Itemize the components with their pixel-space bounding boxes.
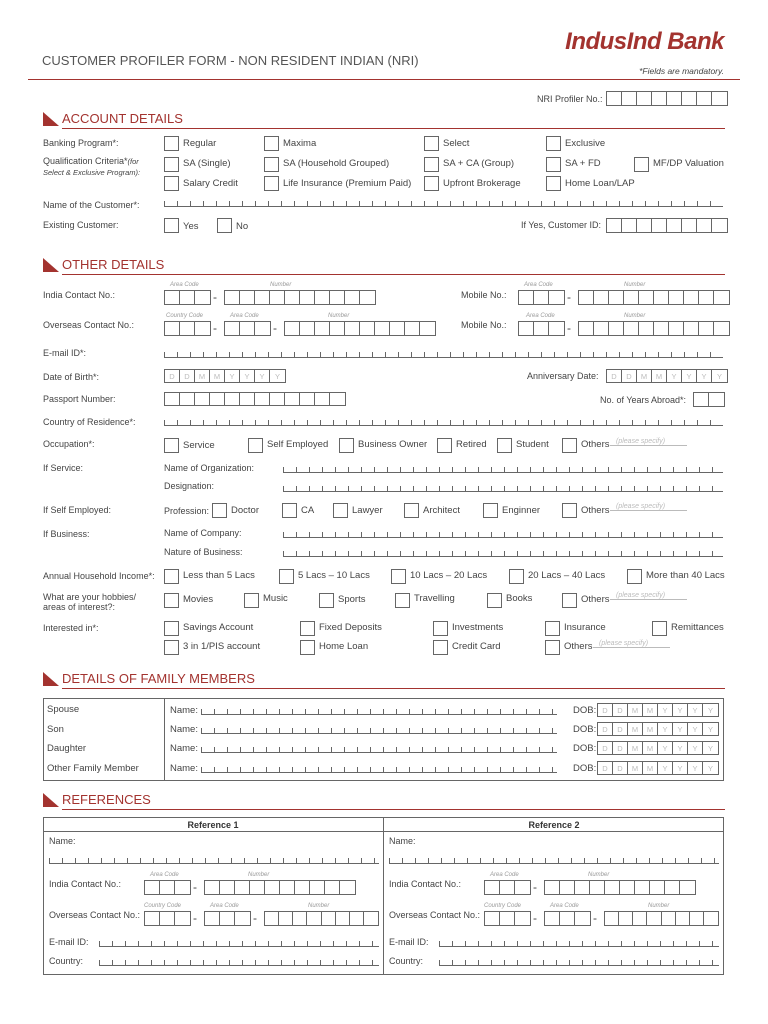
india-contact-label: India Contact No.:: [43, 290, 116, 300]
checkbox-self-employed[interactable]: [248, 438, 263, 453]
ref2-overseas-area-input[interactable]: [544, 911, 591, 926]
section-account-details: ACCOUNT DETAILS: [43, 111, 183, 126]
checkbox-savings-account[interactable]: [164, 621, 179, 636]
checkbox-doctor[interactable]: [212, 503, 227, 518]
family-name-label: Name:: [170, 724, 198, 735]
option-label: SA + CA (Group): [443, 158, 515, 169]
option-label: Select: [443, 138, 470, 149]
option-label: More than 40 Lacs: [646, 570, 725, 581]
checkbox-3in1-pis[interactable]: [164, 640, 179, 655]
option-label: Others: [581, 439, 610, 450]
son-name-input[interactable]: [201, 722, 557, 734]
ref1-overseas-area-input[interactable]: [204, 911, 251, 926]
family-member-label: Son: [47, 724, 64, 735]
option-label: Home Loan/LAP: [565, 178, 635, 189]
option-label: Others: [581, 505, 610, 516]
number-hint: Number: [328, 313, 350, 319]
option-label: Others: [581, 594, 610, 605]
option-label: Architect: [423, 505, 460, 516]
number-hint: Number: [270, 282, 292, 288]
ref2-india-contact-label: India Contact No.:: [389, 879, 462, 889]
family-member-label: Daughter: [47, 743, 87, 754]
option-label: Less than 5 Lacs: [183, 570, 255, 581]
occupation-label: Occupation*:: [43, 439, 95, 449]
family-member-label: Spouse: [47, 704, 80, 715]
mobile-label: Mobile No.:: [461, 290, 507, 300]
area-code-hint: Area Code: [550, 903, 579, 909]
option-label: Exclusive: [565, 138, 606, 149]
checkbox-retired[interactable]: [437, 438, 452, 453]
option-label: Investments: [452, 622, 504, 633]
checkbox-yes[interactable]: [164, 218, 179, 233]
country-residence-label: Country of Residence*:: [43, 417, 136, 427]
ref1-email-input[interactable]: [99, 935, 379, 947]
option-label: Credit Card: [452, 641, 501, 652]
family-table-divider: [164, 698, 165, 781]
checkbox-books[interactable]: [487, 593, 502, 608]
checkbox-remittances[interactable]: [652, 621, 667, 636]
overseas-contact-label: Overseas Contact No.:: [43, 320, 135, 330]
banking-program-label: Banking Program*:: [43, 138, 119, 148]
org-name-label: Name of Organization:: [164, 463, 255, 473]
checkbox-credit-card[interactable]: [433, 640, 448, 655]
option-label: Life Insurance (Premium Paid): [283, 178, 412, 189]
option-label: SA (Single): [183, 158, 231, 169]
option-label: Music: [263, 593, 288, 604]
checkbox-movies[interactable]: [164, 593, 179, 608]
checkbox-income-lt5[interactable]: [164, 569, 179, 584]
nature-business-label: Nature of Business:: [164, 547, 243, 557]
option-label: Retired: [456, 439, 487, 450]
area-code-hint: Area Code: [524, 282, 553, 288]
checkbox-music[interactable]: [244, 593, 259, 608]
if-business-label: If Business:: [43, 529, 90, 539]
ref1-india-contact-label: India Contact No.:: [49, 879, 122, 889]
dash: -: [253, 911, 257, 925]
designation-label: Designation:: [164, 481, 215, 491]
please-specify-field[interactable]: (please specify): [610, 503, 687, 511]
checkbox-fixed-deposits[interactable]: [300, 621, 315, 636]
header-divider: [28, 79, 740, 80]
other-member-name-input[interactable]: [201, 761, 557, 773]
option-label: Savings Account: [183, 622, 254, 633]
nri-profiler-label: NRI Profiler No.:: [537, 94, 603, 104]
country-residence-input[interactable]: [164, 414, 723, 426]
option-label: SA + FD: [565, 158, 601, 169]
ref2-overseas-contact-label: Overseas Contact No.:: [389, 910, 481, 920]
ref1-name-label: Name:: [49, 836, 76, 846]
form-title: CUSTOMER PROFILER FORM - NON RESIDENT INDIAN (NRI): [42, 53, 419, 68]
ref1-overseas-country-input[interactable]: [144, 911, 191, 926]
customer-name-input[interactable]: [164, 195, 723, 207]
area-code-hint: Area Code: [230, 313, 259, 319]
email-label: E-mail ID*:: [43, 348, 87, 358]
option-label: SA (Household Grouped): [283, 158, 390, 169]
company-name-input[interactable]: [283, 526, 723, 538]
ref1-country-label: Country:: [49, 956, 84, 966]
reference-2-header: Reference 2: [528, 820, 580, 830]
ref2-overseas-country-input[interactable]: [484, 911, 531, 926]
area-code-hint: Area Code: [170, 282, 199, 288]
existing-customer-label: Existing Customer:: [43, 220, 119, 230]
ref2-name-label: Name:: [389, 836, 416, 846]
option-label: Others: [564, 641, 593, 652]
spouse-name-input[interactable]: [201, 703, 557, 715]
please-specify-field[interactable]: (please specify): [610, 592, 687, 600]
option-label: No: [236, 221, 249, 232]
section-family-details: DETAILS OF FAMILY MEMBERS: [43, 671, 255, 686]
option-label: Remittances: [671, 622, 724, 633]
checkbox-income-5-10[interactable]: [279, 569, 294, 584]
checkbox-sa-fd[interactable]: [546, 157, 561, 172]
checkbox-sa-household[interactable]: [264, 157, 279, 172]
ref2-india-number-input[interactable]: [544, 880, 696, 895]
number-hint: Number: [624, 282, 646, 288]
please-specify-field[interactable]: (please specify): [593, 640, 670, 648]
years-abroad-input[interactable]: [693, 392, 725, 407]
reference-1-header: Reference 1: [187, 820, 239, 830]
section-other-details: OTHER DETAILS: [43, 257, 164, 272]
checkbox-student[interactable]: [497, 438, 512, 453]
checkbox-home-loan-lap[interactable]: [546, 176, 561, 191]
spouse-dob-input[interactable]: D D M M Y Y Y Y: [597, 703, 719, 717]
dash: -: [193, 880, 197, 894]
dash: -: [533, 911, 537, 925]
mandatory-note: *Fields are mandatory.: [639, 66, 724, 76]
option-label: Lawyer: [352, 505, 383, 516]
option-label: CA: [301, 505, 315, 516]
qualification-label: Qualification Criteria*(for: [43, 156, 139, 166]
option-label: 3 in 1/PIS account: [183, 641, 261, 652]
nature-business-input[interactable]: [283, 545, 723, 557]
passport-label: Passport Number:: [43, 394, 116, 404]
country-code-hint: Country Code: [484, 903, 522, 909]
dash: -: [533, 880, 537, 894]
bank-logo: IndusInd Bank: [565, 28, 724, 55]
checkbox-business-owner[interactable]: [339, 438, 354, 453]
family-dob-label: DOB:: [573, 705, 597, 716]
checkbox-interest-others[interactable]: [545, 640, 560, 655]
customer-id-input[interactable]: [606, 218, 728, 233]
checkbox-upfront-brokerage[interactable]: [424, 176, 439, 191]
ref1-india-number-input[interactable]: [204, 880, 356, 895]
country-code-hint: Country Code: [166, 313, 204, 319]
passport-input[interactable]: [164, 392, 346, 406]
option-label: Insurance: [564, 622, 606, 633]
ref1-country-input[interactable]: [99, 954, 379, 966]
org-name-input[interactable]: [283, 461, 723, 473]
checkbox-sa-single[interactable]: [164, 157, 179, 172]
checkbox-regular[interactable]: [164, 136, 179, 151]
option-label: Fixed Deposits: [319, 622, 382, 633]
option-label: MF/DP Valuation: [653, 158, 724, 169]
daughter-name-input[interactable]: [201, 741, 557, 753]
checkbox-occupation-others[interactable]: [562, 438, 577, 453]
son-dob-input[interactable]: D D M M Y Y Y Y: [597, 722, 719, 736]
option-label: 5 Lacs – 10 Lacs: [298, 570, 370, 581]
section-divider: [62, 688, 725, 689]
customer-id-label: If Yes, Customer ID:: [521, 220, 602, 230]
mobile-number-input[interactable]: [578, 290, 730, 305]
checkbox-investments[interactable]: [433, 621, 448, 636]
checkbox-travelling[interactable]: [395, 593, 410, 608]
india-area-code-input[interactable]: [164, 290, 211, 305]
ref1-name-input[interactable]: [49, 852, 379, 864]
section-divider: [62, 809, 725, 810]
other-member-dob-input[interactable]: D D M M Y Y Y Y: [597, 761, 719, 775]
customer-name-label: Name of the Customer*:: [43, 200, 140, 210]
ref2-name-input[interactable]: [389, 852, 719, 864]
if-service-label: If Service:: [43, 463, 84, 473]
option-label: Self Employed: [267, 439, 329, 450]
checkbox-life-insurance[interactable]: [264, 176, 279, 191]
option-label: Upfront Brokerage: [443, 178, 521, 189]
profession-label: Profession:: [164, 506, 210, 516]
dash: -: [213, 290, 217, 304]
anniversary-input[interactable]: D D M M Y Y Y Y: [606, 369, 728, 383]
section-divider: [62, 128, 725, 129]
years-abroad-label: No. of Years Abroad*:: [600, 395, 687, 405]
ref2-overseas-number-input[interactable]: [604, 911, 719, 926]
number-hint: Number: [624, 313, 646, 319]
hobbies-label-2: areas of interest?:: [43, 602, 116, 612]
area-code-hint: Area Code: [150, 872, 179, 878]
option-label: Books: [506, 593, 533, 604]
hobbies-label: What are your hobbies/: [43, 592, 137, 602]
checkbox-income-10-20[interactable]: [391, 569, 406, 584]
ref2-email-label: E-mail ID:: [389, 937, 429, 947]
references-col-divider: [383, 817, 384, 975]
dash: -: [193, 911, 197, 925]
dash: -: [567, 290, 571, 304]
ref2-india-area-input[interactable]: [484, 880, 531, 895]
ref1-email-label: E-mail ID:: [49, 937, 89, 947]
option-label: Yes: [183, 221, 199, 232]
nri-profiler-input[interactable]: [606, 91, 728, 106]
family-name-label: Name:: [170, 705, 198, 716]
overseas-number-input[interactable]: [284, 321, 436, 336]
checkbox-ca[interactable]: [282, 503, 297, 518]
checkbox-exclusive[interactable]: [546, 136, 561, 151]
mobile-area-code-input[interactable]: [518, 290, 565, 305]
checkbox-insurance[interactable]: [545, 621, 560, 636]
anniversary-label: Anniversary Date:: [527, 371, 599, 381]
checkbox-sa-ca-group[interactable]: [424, 157, 439, 172]
area-code-hint: Area Code: [526, 313, 555, 319]
option-label: Business Owner: [358, 439, 428, 450]
india-number-input[interactable]: [224, 290, 376, 305]
section-divider: [62, 274, 725, 275]
checkbox-lawyer[interactable]: [333, 503, 348, 518]
family-dob-label: DOB:: [573, 724, 597, 735]
checkbox-hobby-others[interactable]: [562, 593, 577, 608]
area-code-hint: Area Code: [210, 903, 239, 909]
option-label: Maxima: [283, 138, 317, 149]
number-hint: Number: [308, 903, 330, 909]
checkbox-select[interactable]: [424, 136, 439, 151]
number-hint: Number: [588, 872, 610, 878]
overseas-mobile-number-input[interactable]: [578, 321, 730, 336]
ref2-country-label: Country:: [389, 956, 424, 966]
option-label: Regular: [183, 138, 217, 149]
option-label: 20 Lacs – 40 Lacs: [528, 570, 606, 581]
dash: -: [213, 321, 217, 335]
family-dob-label: DOB:: [573, 763, 597, 774]
option-label: Sports: [338, 594, 366, 605]
dash: -: [273, 321, 277, 335]
option-label: Doctor: [231, 505, 259, 516]
option-label: Home Loan: [319, 641, 369, 652]
designation-input[interactable]: [283, 480, 723, 492]
dash: -: [593, 911, 597, 925]
checkbox-home-loan[interactable]: [300, 640, 315, 655]
dob-input[interactable]: D D M M Y Y Y Y: [164, 369, 286, 383]
income-label: Annual Household Income*:: [43, 571, 155, 581]
country-code-hint: Country Code: [144, 903, 182, 909]
checkbox-engineer[interactable]: [483, 503, 498, 518]
overseas-mobile-area-code-input[interactable]: [518, 321, 565, 336]
overseas-area-code-input[interactable]: [224, 321, 271, 336]
overseas-country-code-input[interactable]: [164, 321, 211, 336]
section-references: REFERENCES: [43, 792, 151, 807]
option-label: Service: [183, 440, 215, 451]
daughter-dob-input[interactable]: D D M M Y Y Y Y: [597, 741, 719, 755]
option-label: 10 Lacs – 20 Lacs: [410, 570, 488, 581]
checkbox-salary-credit[interactable]: [164, 176, 179, 191]
family-member-label: Other Family Member: [47, 763, 139, 774]
checkbox-income-gt40[interactable]: [627, 569, 642, 584]
ref1-india-area-input[interactable]: [144, 880, 191, 895]
number-hint: Number: [248, 872, 270, 878]
option-label: Salary Credit: [183, 178, 238, 189]
option-label: Student: [516, 439, 549, 450]
ref1-overseas-number-input[interactable]: [264, 911, 379, 926]
checkbox-mf-dp[interactable]: [634, 157, 649, 172]
checkbox-maxima[interactable]: [264, 136, 279, 151]
checkbox-sports[interactable]: [319, 593, 334, 608]
ref2-country-input[interactable]: [439, 954, 719, 966]
checkbox-profession-others[interactable]: [562, 503, 577, 518]
checkbox-service[interactable]: [164, 438, 179, 453]
if-self-employed-label: If Self Employed:: [43, 505, 112, 515]
ref2-email-input[interactable]: [439, 935, 719, 947]
email-input[interactable]: [164, 346, 723, 358]
option-label: Travelling: [414, 593, 455, 604]
option-label: Movies: [183, 594, 214, 605]
checkbox-no[interactable]: [217, 218, 232, 233]
family-name-label: Name:: [170, 743, 198, 754]
family-name-label: Name:: [170, 763, 198, 774]
family-dob-label: DOB:: [573, 743, 597, 754]
dash: -: [567, 321, 571, 335]
dob-label: Date of Birth*:: [43, 372, 100, 382]
number-hint: Number: [648, 903, 670, 909]
qualification-note: Select & Exclusive Program):: [43, 168, 141, 177]
please-specify-field[interactable]: (please specify): [610, 438, 687, 446]
interested-label: Interested in*:: [43, 623, 99, 633]
area-code-hint: Area Code: [490, 872, 519, 878]
option-label: Enginner: [502, 505, 541, 516]
checkbox-architect[interactable]: [404, 503, 419, 518]
checkbox-income-20-40[interactable]: [509, 569, 524, 584]
mobile-label: Mobile No.:: [461, 320, 507, 330]
company-name-label: Name of Company:: [164, 528, 242, 538]
ref1-overseas-contact-label: Overseas Contact No.:: [49, 910, 141, 920]
